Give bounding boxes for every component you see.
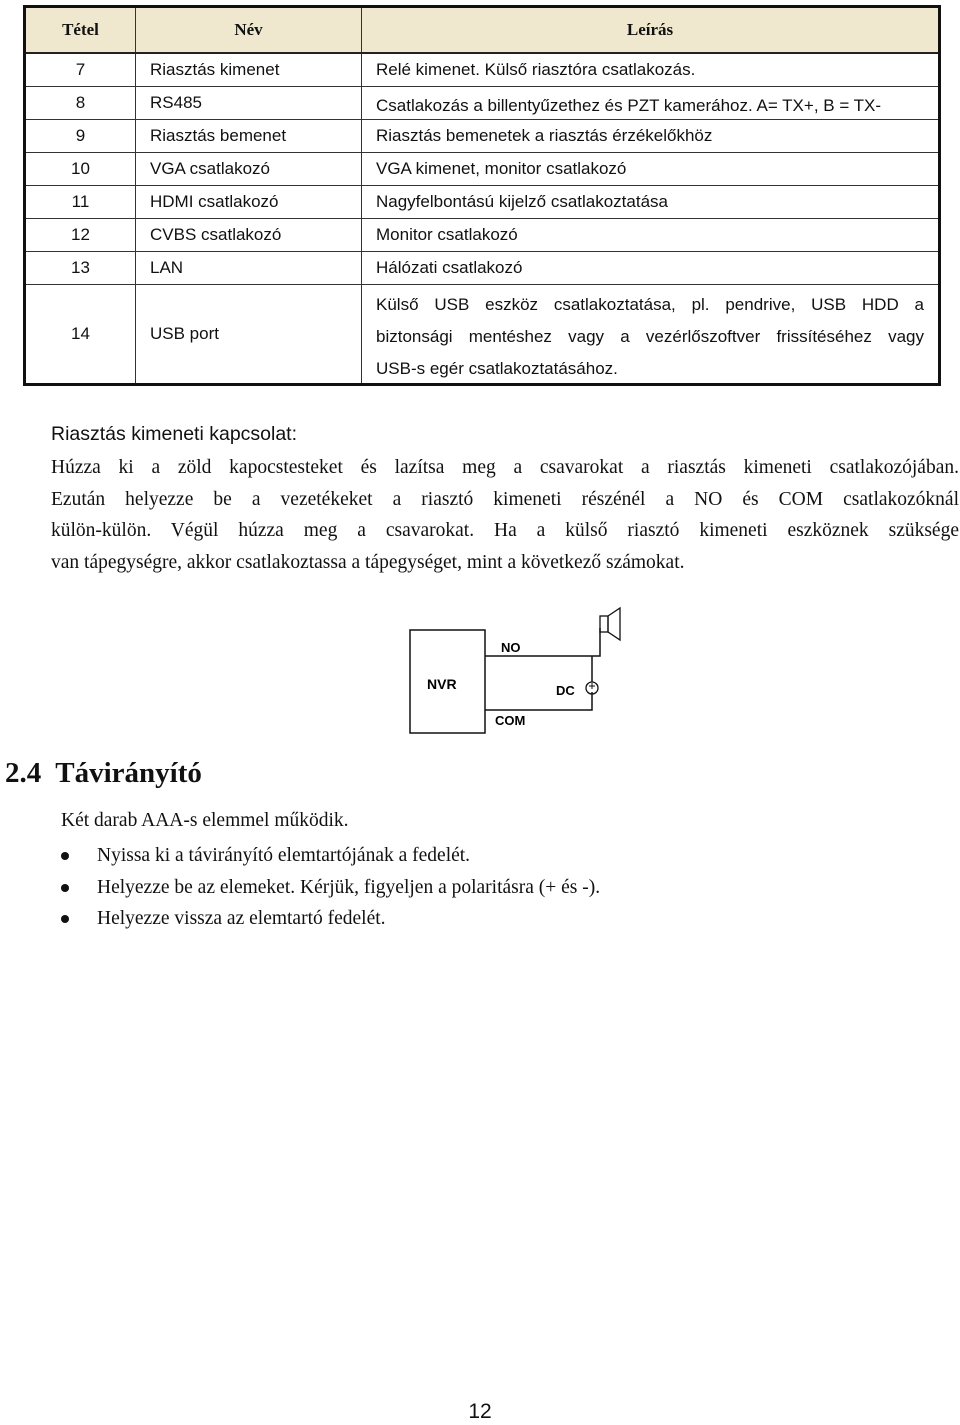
alarm-wiring-diagram [400,600,640,740]
list-item [58,840,600,872]
remote-steps-list [58,840,600,935]
row-description-line: Külső USB eszköz csatlakoztatása, pl. pendrive, USB HDD a [376,295,924,314]
row-name: Riasztás kimenet [136,54,362,86]
alarm-section-paragraph [51,452,959,578]
row-description-line: biztonsági mentéshez vagy a vezérlőszoftver frissítéséhez vagy [376,327,924,346]
no-label: NO [501,640,521,655]
bullet-icon [61,852,69,860]
table-row [26,219,938,252]
header-item: Tétel [26,8,136,52]
table-row [26,54,938,87]
list-item-text: Nyissa ki a távirányító elemtartójának a fedelét. [97,845,471,866]
row-name: RS485 [136,87,362,119]
table-row [26,186,938,219]
row-item: 10 [26,153,136,185]
paragraph-line: van tápegységre, akkor csatlakoztassa a tápegységet, mint a következő számokat. [51,551,685,573]
remote-intro: Két darab AAA-s elemmel működik. [61,810,349,831]
list-item-text: Helyezze be az elemeket. Kérjük, figyeljen a polaritásra (+ és -). [97,876,601,898]
section-number: 2.4 [5,757,42,789]
row-description: VGA kimenet, monitor csatlakozó [376,159,627,178]
row-name: LAN [136,252,362,284]
nvr-label: NVR [427,676,457,692]
section-heading [5,757,202,790]
header-description: Leírás [626,20,674,39]
table-row [26,285,938,383]
table-row [26,87,938,120]
speaker-icon [600,608,620,640]
page-number: 12 [468,1400,492,1423]
dc-label: DC [556,683,575,698]
row-name: Riasztás bemenet [136,120,362,152]
alarm-section-heading: Riasztás kimeneti kapcsolat: [51,423,298,445]
table-row [26,153,938,186]
row-item: 7 [26,54,136,86]
row-item: 12 [26,219,136,251]
row-name: VGA csatlakozó [136,153,362,185]
list-item-text: Helyezze vissza az elemtartó fedelét. [97,908,386,929]
row-item: 9 [26,120,136,152]
row-name: HDMI csatlakozó [136,186,362,218]
list-item [58,872,600,904]
table-row [26,120,938,153]
header-name: Név [136,8,362,52]
row-description: Nagyfelbontású kijelző csatlakoztatása [376,192,668,211]
row-description-line: USB-s egér csatlakoztatásához. [376,359,618,378]
paragraph-line: Ezután helyezze be a vezetékeket a riasztó kimeneti részénél a NO és COM csatlakozóknál [51,488,959,510]
row-item: 13 [26,252,136,284]
row-name: USB port [136,285,362,383]
row-description: Csatlakozás a billentyűzethez és PZT kamerához. A= TX+, B = TX- [376,96,882,115]
dc-source-icon [586,656,598,694]
row-description [362,285,938,383]
connector-table [23,5,941,386]
row-item: 14 [26,285,136,383]
section-title: Távirányító [55,757,202,789]
bullet-icon [61,915,69,923]
row-item: 8 [26,87,136,119]
row-description: Hálózati csatlakozó [376,258,523,277]
paragraph-line: külön-külön. Végül húzza meg a csavarokat. Ha a külső riasztó kimeneti eszköznek szüksége [51,520,959,541]
paragraph-line: Húzza ki a zöld kapocstesteket és lazítsa meg a csavarokat a riasztás kimeneti csatlakozójában. [51,457,959,478]
row-name: CVBS csatlakozó [136,219,362,251]
row-description: Relé kimenet. Külső riasztóra csatlakozás. [376,60,696,79]
row-description: Monitor csatlakozó [376,225,518,244]
row-item: 11 [26,186,136,218]
com-wire [485,692,592,710]
bullet-icon [61,884,69,892]
com-label: COM [495,713,526,728]
list-item [58,903,600,935]
row-description: Riasztás bemenetek a riasztás érzékelőkhöz [376,126,713,145]
table-header-row [26,8,938,54]
table-row [26,252,938,285]
